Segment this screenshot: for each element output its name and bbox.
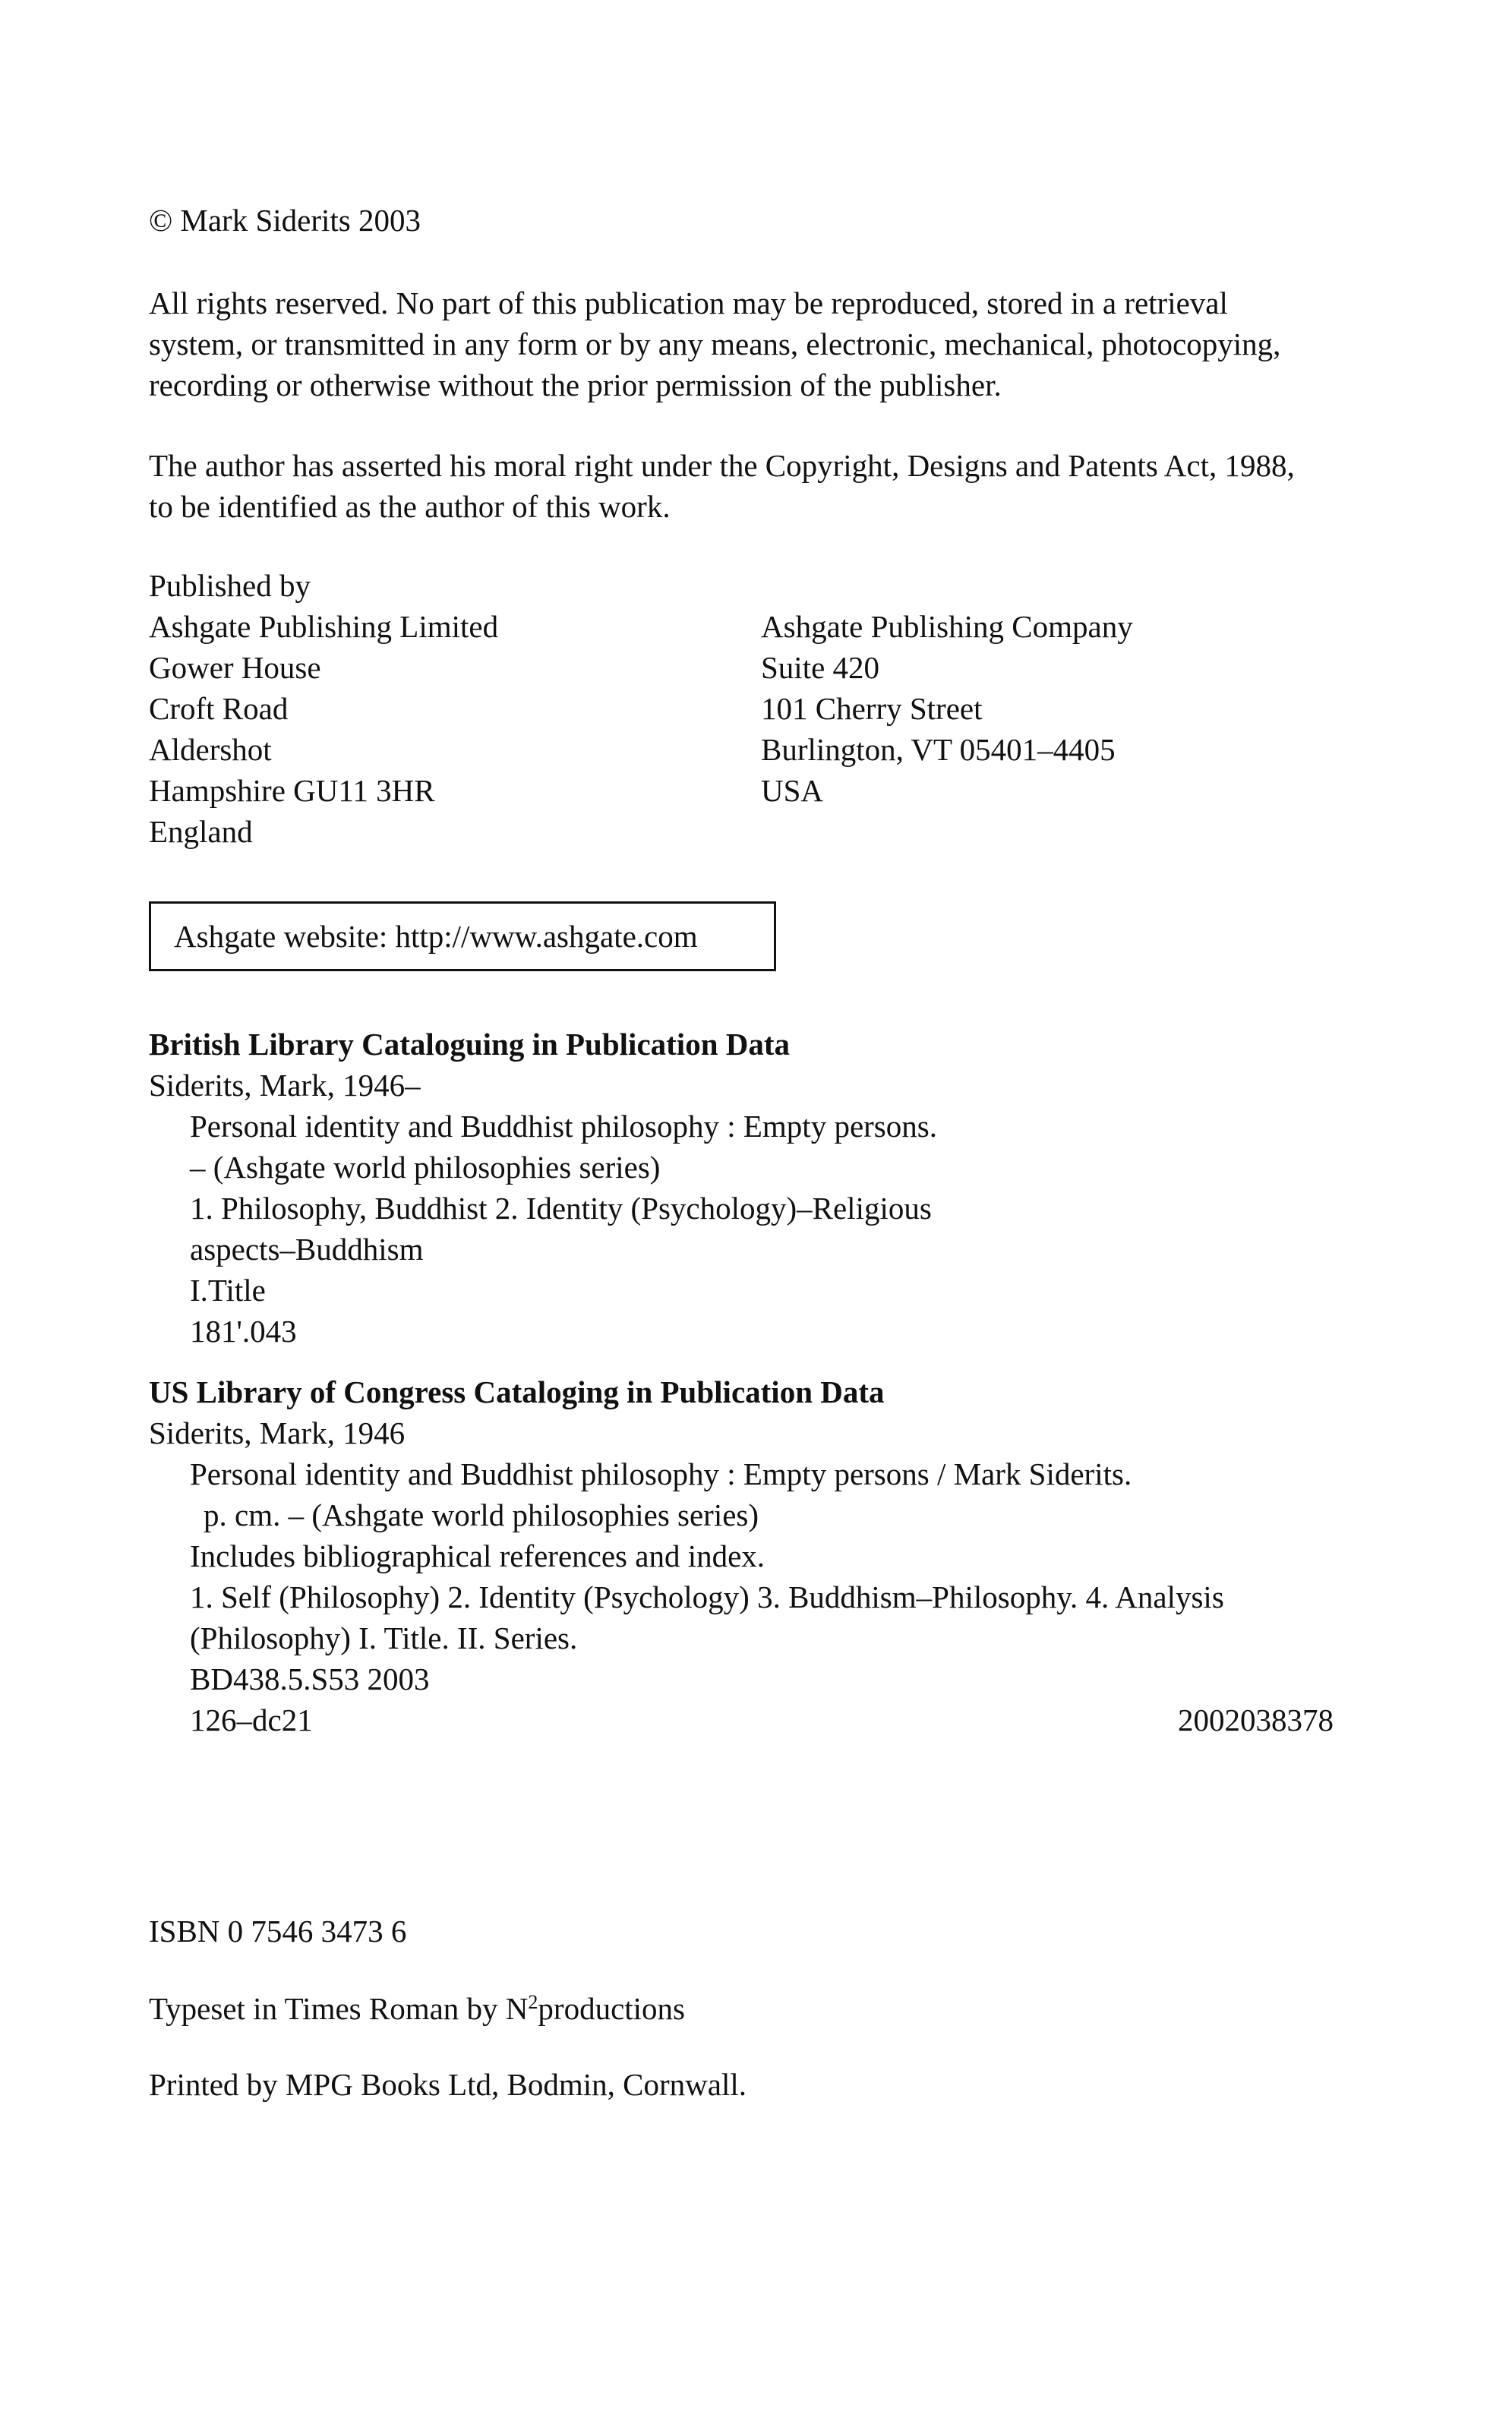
cip-line: I.Title <box>190 1273 266 1308</box>
cip-class-number: 126–dc21 <box>190 1703 313 1737</box>
cip-line: BD438.5.S53 2003 <box>190 1662 430 1696</box>
typeset-suffix: productions <box>538 1991 686 2026</box>
address-line: Gower House <box>149 650 321 685</box>
address-line: Suite 420 <box>761 650 880 685</box>
cip-series-line: p. cm. – (Ashgate world philosophies series) <box>204 1497 759 1532</box>
cip-title-line: Personal identity and Buddhist philosophy : Empty persons / Mark Siderits. <box>190 1456 1132 1491</box>
address-line: 101 Cherry Street <box>761 691 983 726</box>
moral-right-line: to be identified as the author of this work. <box>149 489 671 524</box>
cip-line: – (Ashgate world philosophies series) <box>190 1150 661 1185</box>
moral-right-line: The author has asserted his moral right under the Copyright, Designs and Patents Act, 1988, <box>149 448 1295 483</box>
published-by-label: Published by <box>149 568 311 603</box>
copyright-line: © Mark Siderits 2003 <box>149 203 421 238</box>
typeset-superscript: 2 <box>528 1991 538 2013</box>
rights-paragraph <box>149 282 1375 406</box>
cip-author: Siderits, Mark, 1946 <box>149 1415 406 1450</box>
typeset-prefix: Typeset in Times Roman by N <box>149 1991 529 2026</box>
address-line: Aldershot <box>149 732 272 767</box>
typeset-line <box>149 1988 685 2029</box>
cip-line: (Philosophy) I. Title. II. Series. <box>190 1621 578 1655</box>
address-line: Ashgate Publishing Company <box>761 609 1133 644</box>
us-library-heading: US Library of Congress Cataloging in Publication Data <box>149 1374 885 1409</box>
isbn-line: ISBN 0 7546 3473 6 <box>149 1914 407 1949</box>
rights-line: recording or otherwise without the prior permission of the publisher. <box>149 368 1002 402</box>
cip-author: Siderits, Mark, 1946– <box>149 1068 421 1103</box>
address-line: Ashgate Publishing Limited <box>149 609 499 644</box>
address-line: Hampshire GU11 3HR <box>149 773 435 808</box>
rights-line: All rights reserved. No part of this publication may be reproduced, stored in a retrieval <box>149 286 1228 320</box>
rights-line: system, or transmitted in any form or by any means, electronic, mechanical, photocopying, <box>149 327 1281 361</box>
address-line: Croft Road <box>149 691 289 726</box>
printed-by-line: Printed by MPG Books Ltd, Bodmin, Cornwall. <box>149 2067 747 2102</box>
publisher-us-address <box>761 606 1133 811</box>
address-line: England <box>149 814 253 849</box>
website-box <box>149 901 776 971</box>
address-line: Burlington, VT 05401–4405 <box>761 732 1116 767</box>
cip-line: Personal identity and Buddhist philosophy : Empty persons. <box>190 1109 937 1144</box>
cip-line: aspects–Buddhism <box>190 1232 424 1267</box>
cip-line: Includes bibliographical references and index. <box>190 1538 765 1573</box>
cip-lccn: 2002038378 <box>1178 1703 1334 1737</box>
cip-class-row <box>149 1699 1334 1740</box>
us-library-cip <box>149 1371 1334 1740</box>
moral-right-paragraph <box>149 445 1375 527</box>
cip-line: 181'.043 <box>190 1314 297 1349</box>
british-library-cip <box>149 1024 937 1352</box>
british-library-heading: British Library Cataloguing in Publication Data <box>149 1027 791 1062</box>
address-line: USA <box>761 773 824 808</box>
publisher-uk-address <box>149 606 498 852</box>
website-text[interactable]: Ashgate website: http://www.ashgate.com <box>174 919 698 954</box>
cip-line: 1. Philosophy, Buddhist 2. Identity (Psychology)–Religious <box>190 1191 932 1226</box>
cip-line: 1. Self (Philosophy) 2. Identity (Psychology) 3. Buddhism–Philosophy. 4. Analysis <box>190 1580 1224 1614</box>
